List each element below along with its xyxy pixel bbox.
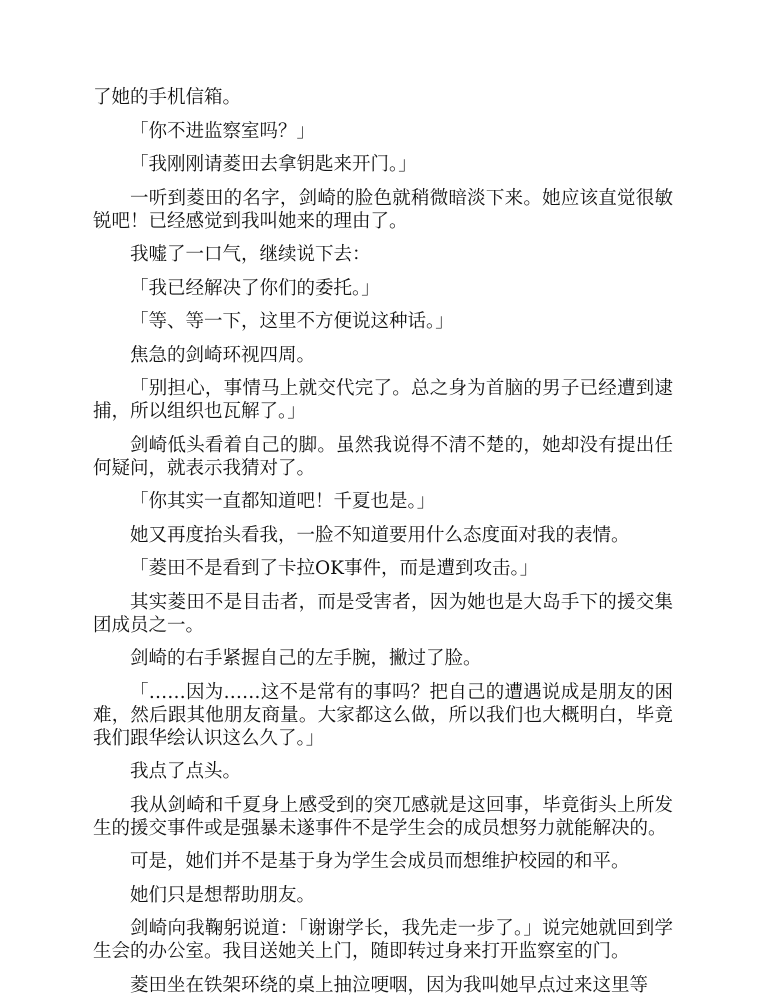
paragraph-19: 可是，她们并不是基于身为学生会成员而想维护校园的和平。 (130, 851, 630, 872)
paragraph-15: 剑崎的右手紧握自己的左手腕，撇过了脸。 (130, 648, 482, 669)
paragraph-16: 「……因为……这不是常有的事吗？把自己的遭遇说成是朋友的困难，然后跟其他朋友商量。大家都这么做，所以我们也大概明白，毕竟我们跟华绘认识这么久了。」 (93, 681, 673, 749)
paragraph-1: 了她的手机信箱。 (93, 87, 242, 108)
paragraph-9: 「别担心，事情马上就交代完了。总之身为首脑的男子已经遭到逮捕，所以组织也瓦解了。」 (93, 378, 673, 422)
paragraph-5: 我嘘了一口气，继续说下去： (130, 244, 371, 265)
paragraph-17: 我点了点头。 (130, 761, 242, 782)
paragraph-4: 一听到菱田的名字，剑崎的脸色就稍微暗淡下来。她应该直觉很敏锐吧！已经感觉到我叫她来的理由了。 (93, 187, 673, 232)
paragraph-13: 「菱田不是看到了卡拉OK事件，而是遭到攻击。」 (130, 558, 539, 579)
paragraph-12: 她又再度抬头看我，一脸不知道要用什么态度面对我的表情。 (130, 524, 630, 546)
paragraph-14: 其实菱田不是目击者，而是受害者，因为她也是大岛手下的援交集团成员之一。 (93, 591, 673, 636)
paragraph-6: 「我已经解决了你们的委托。」 (130, 277, 380, 299)
paragraph-7: 「等、等一下，这里不方便说这种话。」 (130, 311, 454, 332)
paragraph-10: 剑崎低头看着自己的脚。虽然我说得不清不楚的，她却没有提出任何疑问，就表示我猜对了。 (93, 434, 673, 479)
paragraph-18: 我从剑崎和千夏身上感受到的突兀感就是这回事，毕竟街头上所发生的援交事件或是强暴未遂事件不是学生会的成员想努力就能解决的。 (93, 794, 673, 839)
paragraph-8: 焦急的剑崎环视四周。 (130, 344, 316, 366)
paragraph-20: 她们只是想帮助朋友。 (130, 884, 316, 906)
paragraph-11: 「你其实一直都知道吧！千夏也是。」 (130, 491, 436, 512)
paragraph-22: 菱田坐在铁架环绕的桌上抽泣哽咽，因为我叫她早点过来这里等 (130, 974, 649, 996)
paragraph-21: 剑崎向我鞠躬说道：「谢谢学长，我先走一步了。」说完她就回到学生会的办公室。我目送她关上门，随即转过身来打开监察室的门。 (93, 918, 673, 962)
paragraph-2: 「你不进监察室吗？」 (130, 120, 316, 142)
paragraph-3: 「我刚刚请菱田去拿钥匙来开门。」 (130, 154, 417, 175)
document-page (93, 86, 673, 1007)
